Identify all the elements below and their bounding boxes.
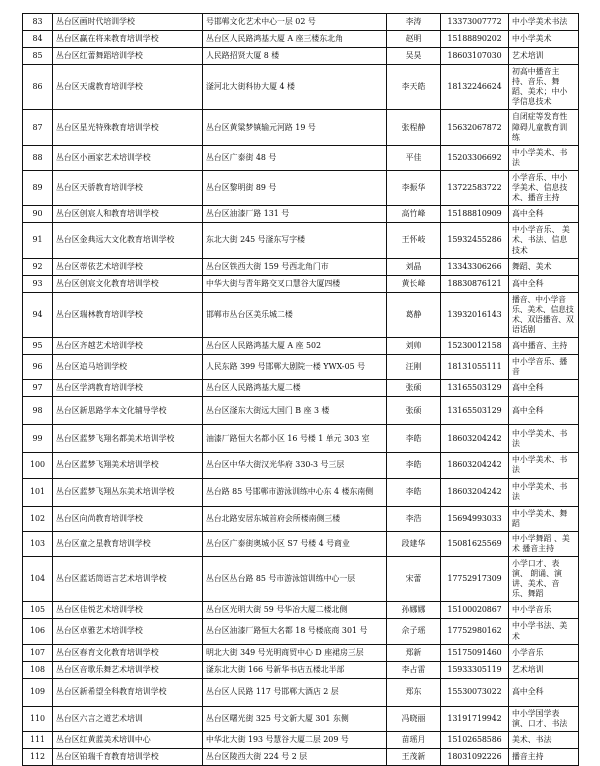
subject-cell: 高中全科	[509, 397, 579, 425]
phone-cell: 15175091460	[441, 644, 509, 661]
responsible-person-cell: 段建华	[387, 531, 441, 556]
address-cell: 丛台区铁西大街 159 号西北角门市	[203, 258, 387, 275]
school-name-cell: 丛台区赢在将来教育培训学校	[53, 31, 203, 48]
subject-cell: 艺术培训	[509, 661, 579, 678]
subject-cell: 中小学书法、美术	[509, 619, 579, 644]
phone-cell: 15933305119	[441, 661, 509, 678]
address-cell: 明北大街 349 号光明商贸中心 D 座裙房三层	[203, 644, 387, 661]
school-name-cell: 丛台区齐越艺术培训学校	[53, 338, 203, 355]
address-cell: 丛台区广泰街奥城小区 S7 号楼 4 号商业	[203, 531, 387, 556]
phone-cell: 13722583722	[441, 170, 509, 205]
row-number-cell: 104	[23, 556, 53, 601]
table-row	[23, 31, 579, 48]
responsible-person-cell: 王怀岐	[387, 223, 441, 258]
school-name-cell: 丛台区创宸文化教育培训学校	[53, 275, 203, 292]
table-body	[23, 14, 579, 766]
address-cell: 丛台区人民路鸿基大厦 A 座三楼东北角	[203, 31, 387, 48]
subject-cell: 高中播音、主持	[509, 338, 579, 355]
school-name-cell: 丛台区天虞教育培训学校	[53, 65, 203, 110]
subject-cell: 中小学美术、书法	[509, 453, 579, 478]
responsible-person-cell: 吴昊	[387, 48, 441, 65]
responsible-person-cell: 宋蕾	[387, 556, 441, 601]
table-row	[23, 706, 579, 731]
row-number-cell: 111	[23, 731, 53, 748]
school-name-cell: 丛台区小画家艺术培训学校	[53, 145, 203, 170]
subject-cell: 自闭症等发育性障碍儿童教育训练	[509, 110, 579, 145]
phone-cell: 13191719942	[441, 706, 509, 731]
responsible-person-cell: 李涛	[387, 14, 441, 31]
row-number-cell: 100	[23, 453, 53, 478]
responsible-person-cell: 李天皓	[387, 65, 441, 110]
phone-cell: 13165503129	[441, 397, 509, 425]
subject-cell: 中小学舞蹈 、美术 播音主持	[509, 531, 579, 556]
phone-cell: 15203306692	[441, 145, 509, 170]
responsible-person-cell: 孙娜娜	[387, 602, 441, 619]
address-cell: 丛台区中华大街汉光华府 330-3 号三层	[203, 453, 387, 478]
responsible-person-cell: 郑东	[387, 678, 441, 706]
phone-cell: 13343306266	[441, 258, 509, 275]
phone-cell: 17752917309	[441, 556, 509, 601]
responsible-person-cell: 李皓	[387, 453, 441, 478]
school-name-cell: 丛台区佳悦艺术培训学校	[53, 602, 203, 619]
row-number-cell: 110	[23, 706, 53, 731]
school-name-cell: 丛台区金典远大文化教育培训学校	[53, 223, 203, 258]
subject-cell: 小学音乐、中小学美术、信息技术、播音主持	[509, 170, 579, 205]
school-name-cell: 丛台区红黄蓝美术培训中心	[53, 731, 203, 748]
address-cell: 丛台区黎明街 89 号	[203, 170, 387, 205]
school-name-cell: 丛台区星光特殊教育培训学校	[53, 110, 203, 145]
subject-cell: 艺术培训	[509, 48, 579, 65]
row-number-cell: 92	[23, 258, 53, 275]
row-number-cell: 88	[23, 145, 53, 170]
address-cell: 丛台区油漆厂路 131 号	[203, 206, 387, 223]
address-cell: 丛台区黄粱梦镇输元河路 19 号	[203, 110, 387, 145]
subject-cell: 中小学国学表演、口才、书法	[509, 706, 579, 731]
training-schools-table	[22, 13, 579, 766]
responsible-person-cell: 张硕	[387, 380, 441, 397]
address-cell: 丛台区人民路 117 号邯郸大酒店 2 层	[203, 678, 387, 706]
responsible-person-cell: 葛静	[387, 292, 441, 337]
subject-cell: 小学音乐	[509, 644, 579, 661]
table-row	[23, 453, 579, 478]
table-row	[23, 65, 579, 110]
table-row	[23, 275, 579, 292]
phone-cell: 18603107030	[441, 48, 509, 65]
phone-cell: 18031092226	[441, 748, 509, 765]
school-name-cell: 丛台区蓝话筒语言艺术培训学校	[53, 556, 203, 601]
address-cell: 丛台区陵西大街 224 号 2 层	[203, 748, 387, 765]
row-number-cell: 102	[23, 506, 53, 531]
phone-cell: 15632067872	[441, 110, 509, 145]
row-number-cell: 90	[23, 206, 53, 223]
responsible-person-cell: 高竹峰	[387, 206, 441, 223]
school-name-cell: 丛台区音歌乐舞艺术培训学校	[53, 661, 203, 678]
table-row	[23, 170, 579, 205]
row-number-cell: 107	[23, 644, 53, 661]
responsible-person-cell: 李皓	[387, 478, 441, 506]
responsible-person-cell: 汪刚	[387, 355, 441, 380]
school-name-cell: 丛台区蓝梦飞翔美术培训学校	[53, 453, 203, 478]
subject-cell: 播音主持	[509, 748, 579, 765]
row-number-cell: 94	[23, 292, 53, 337]
phone-cell: 13165503129	[441, 380, 509, 397]
school-name-cell: 丛台区蒂依艺术培训学校	[53, 258, 203, 275]
school-name-cell: 丛台区蓝梦飞翔名都美术培训学校	[53, 425, 203, 453]
school-name-cell: 丛台区画时代培训学校	[53, 14, 203, 31]
address-cell: 东北大街 245 号滏东写字楼	[203, 223, 387, 258]
address-cell: 丛台区人民路鸿基大厦 A 座 502	[203, 338, 387, 355]
responsible-person-cell: 王茂新	[387, 748, 441, 765]
table-row	[23, 258, 579, 275]
school-name-cell: 丛台区新希望全科教育培训学校	[53, 678, 203, 706]
phone-cell: 15100020867	[441, 602, 509, 619]
subject-cell: 中小学音乐	[509, 602, 579, 619]
table-row	[23, 223, 579, 258]
subject-cell: 中小学美术、书法	[509, 145, 579, 170]
phone-cell: 18830876121	[441, 275, 509, 292]
subject-cell: 高中全科	[509, 380, 579, 397]
school-name-cell: 丛台区天骄教育培训学校	[53, 170, 203, 205]
subject-cell: 高中全科	[509, 678, 579, 706]
phone-cell: 15230012158	[441, 338, 509, 355]
school-name-cell: 丛台区向尚教育培训学校	[53, 506, 203, 531]
row-number-cell: 103	[23, 531, 53, 556]
school-name-cell: 丛台区卓雅艺术培训学校	[53, 619, 203, 644]
phone-cell: 15932455286	[441, 223, 509, 258]
subject-cell: 中小学美术	[509, 31, 579, 48]
table-row	[23, 602, 579, 619]
phone-cell: 18603204242	[441, 425, 509, 453]
responsible-person-cell: 李皓	[387, 425, 441, 453]
table-row	[23, 145, 579, 170]
phone-cell: 18603204242	[441, 453, 509, 478]
school-name-cell: 丛台区追马培训学校	[53, 355, 203, 380]
table-row	[23, 731, 579, 748]
responsible-person-cell: 李振华	[387, 170, 441, 205]
subject-cell: 中小学美术、书法	[509, 425, 579, 453]
row-number-cell: 91	[23, 223, 53, 258]
subject-cell: 初高中播音主持、音乐、舞蹈、美术；中小学信息技术	[509, 65, 579, 110]
subject-cell: 小学口才、表演、 朗诵、演讲、美术、音乐、舞蹈	[509, 556, 579, 601]
address-cell: 丛台区曙光街 325 号文新大厦 301 东侧	[203, 706, 387, 731]
row-number-cell: 108	[23, 661, 53, 678]
address-cell: 邯郸市丛台区美乐城二楼	[203, 292, 387, 337]
row-number-cell: 97	[23, 380, 53, 397]
address-cell: 人民路招贤大厦 8 楼	[203, 48, 387, 65]
table-row	[23, 338, 579, 355]
phone-cell: 15102658586	[441, 731, 509, 748]
subject-cell: 中小学美术、舞蹈	[509, 506, 579, 531]
phone-cell: 18132246624	[441, 65, 509, 110]
responsible-person-cell: 苗瑶月	[387, 731, 441, 748]
table-row	[23, 619, 579, 644]
table-row	[23, 478, 579, 506]
phone-cell: 17752980162	[441, 619, 509, 644]
responsible-person-cell: 平佳	[387, 145, 441, 170]
table-row	[23, 48, 579, 65]
phone-cell: 15530073022	[441, 678, 509, 706]
address-cell: 丛台区滏东大街远大国门 B 座 3 楼	[203, 397, 387, 425]
table-row	[23, 292, 579, 337]
address-cell: 人民东路 399 号邯郸大剧院一楼 YWX-05 号	[203, 355, 387, 380]
school-name-cell: 丛台区蓝梦飞翔丛东美术培训学校	[53, 478, 203, 506]
address-cell: 丛台区油漆厂路恒大名都 18 号楼底商 301 号	[203, 619, 387, 644]
row-number-cell: 93	[23, 275, 53, 292]
address-cell: 中华大街与青年路交叉口慧谷大厦四楼	[203, 275, 387, 292]
address-cell: 滏东北大街 166 号新华书店五楼北半部	[203, 661, 387, 678]
responsible-person-cell: 黄长峰	[387, 275, 441, 292]
phone-cell: 15081625569	[441, 531, 509, 556]
subject-cell: 中小学音乐、播音	[509, 355, 579, 380]
subject-cell: 中小学音乐、 美术、书法、信息技术	[509, 223, 579, 258]
row-number-cell: 87	[23, 110, 53, 145]
school-name-cell: 丛台区新思路学本文化辅导学校	[53, 397, 203, 425]
address-cell: 丛台路 85 号邯郸市游泳训练中心东 4 楼东南侧	[203, 478, 387, 506]
table-row	[23, 355, 579, 380]
responsible-person-cell: 冯晓丽	[387, 706, 441, 731]
address-cell: 丛台区光明大街 59 号华冶大厦二楼北侧	[203, 602, 387, 619]
table-row	[23, 397, 579, 425]
phone-cell: 18603204242	[441, 478, 509, 506]
row-number-cell: 109	[23, 678, 53, 706]
responsible-person-cell: 郑新	[387, 644, 441, 661]
table-row	[23, 678, 579, 706]
responsible-person-cell: 赵明	[387, 31, 441, 48]
subject-cell: 中小学美术书法	[509, 14, 579, 31]
address-cell: 滏河北大街科协大厦 4 楼	[203, 65, 387, 110]
school-name-cell: 丛台区铂瑞千育教育培训学校	[53, 748, 203, 765]
address-cell: 号邯郸文化艺术中心一层 02 号	[203, 14, 387, 31]
subject-cell: 播音、中小学音乐、美术、信息技术、双语播音、双语话剧	[509, 292, 579, 337]
school-name-cell: 丛台区六言之道艺术培训	[53, 706, 203, 731]
subject-cell: 中小学美术、书法	[509, 478, 579, 506]
subject-cell: 高中全科	[509, 275, 579, 292]
table-row	[23, 556, 579, 601]
table-row	[23, 506, 579, 531]
phone-cell: 13373007772	[441, 14, 509, 31]
row-number-cell: 101	[23, 478, 53, 506]
subject-cell: 高中全科	[509, 206, 579, 223]
row-number-cell: 99	[23, 425, 53, 453]
row-number-cell: 106	[23, 619, 53, 644]
responsible-person-cell: 刘帅	[387, 338, 441, 355]
school-name-cell: 丛台区学鸿教育培训学校	[53, 380, 203, 397]
subject-cell: 舞蹈、美术	[509, 258, 579, 275]
row-number-cell: 83	[23, 14, 53, 31]
phone-cell: 15188810909	[441, 206, 509, 223]
table-row	[23, 110, 579, 145]
row-number-cell: 89	[23, 170, 53, 205]
school-name-cell: 丛台区童之星教育培训学校	[53, 531, 203, 556]
row-number-cell: 95	[23, 338, 53, 355]
responsible-person-cell: 佘子瑶	[387, 619, 441, 644]
address-cell: 油漆厂路恒大名都小区 16 号楼 1 单元 303 室	[203, 425, 387, 453]
phone-cell: 15188890202	[441, 31, 509, 48]
phone-cell: 15694993033	[441, 506, 509, 531]
responsible-person-cell: 张程静	[387, 110, 441, 145]
school-name-cell: 丛台区春育文化教育培训学校	[53, 644, 203, 661]
table-row	[23, 661, 579, 678]
row-number-cell: 96	[23, 355, 53, 380]
row-number-cell: 86	[23, 65, 53, 110]
address-cell: 中华北大街 193 号慧谷大厦二层 209 号	[203, 731, 387, 748]
row-number-cell: 85	[23, 48, 53, 65]
address-cell: 丛台北路安居东城首府会所楼南侧三楼	[203, 506, 387, 531]
phone-cell: 18131055111	[441, 355, 509, 380]
address-cell: 丛台区广泰街 48 号	[203, 145, 387, 170]
table-row	[23, 531, 579, 556]
row-number-cell: 112	[23, 748, 53, 765]
table-row	[23, 206, 579, 223]
school-name-cell: 丛台区创宸人和教育培训学校	[53, 206, 203, 223]
subject-cell: 美术、书法	[509, 731, 579, 748]
responsible-person-cell: 刘晶	[387, 258, 441, 275]
responsible-person-cell: 张硕	[387, 397, 441, 425]
table-row	[23, 380, 579, 397]
address-cell: 丛台区丛台路 85 号市游泳馆训练中心一层	[203, 556, 387, 601]
responsible-person-cell: 李占雷	[387, 661, 441, 678]
school-name-cell: 丛台区瑞林教育培训学校	[53, 292, 203, 337]
table-row	[23, 14, 579, 31]
phone-cell: 13932016143	[441, 292, 509, 337]
table-row	[23, 425, 579, 453]
row-number-cell: 98	[23, 397, 53, 425]
address-cell: 丛台区人民路鸿基大厦二楼	[203, 380, 387, 397]
school-name-cell: 丛台区红蕾舞蹈培训学校	[53, 48, 203, 65]
table-row	[23, 644, 579, 661]
row-number-cell: 84	[23, 31, 53, 48]
responsible-person-cell: 李浩	[387, 506, 441, 531]
row-number-cell: 105	[23, 602, 53, 619]
table-row	[23, 748, 579, 765]
